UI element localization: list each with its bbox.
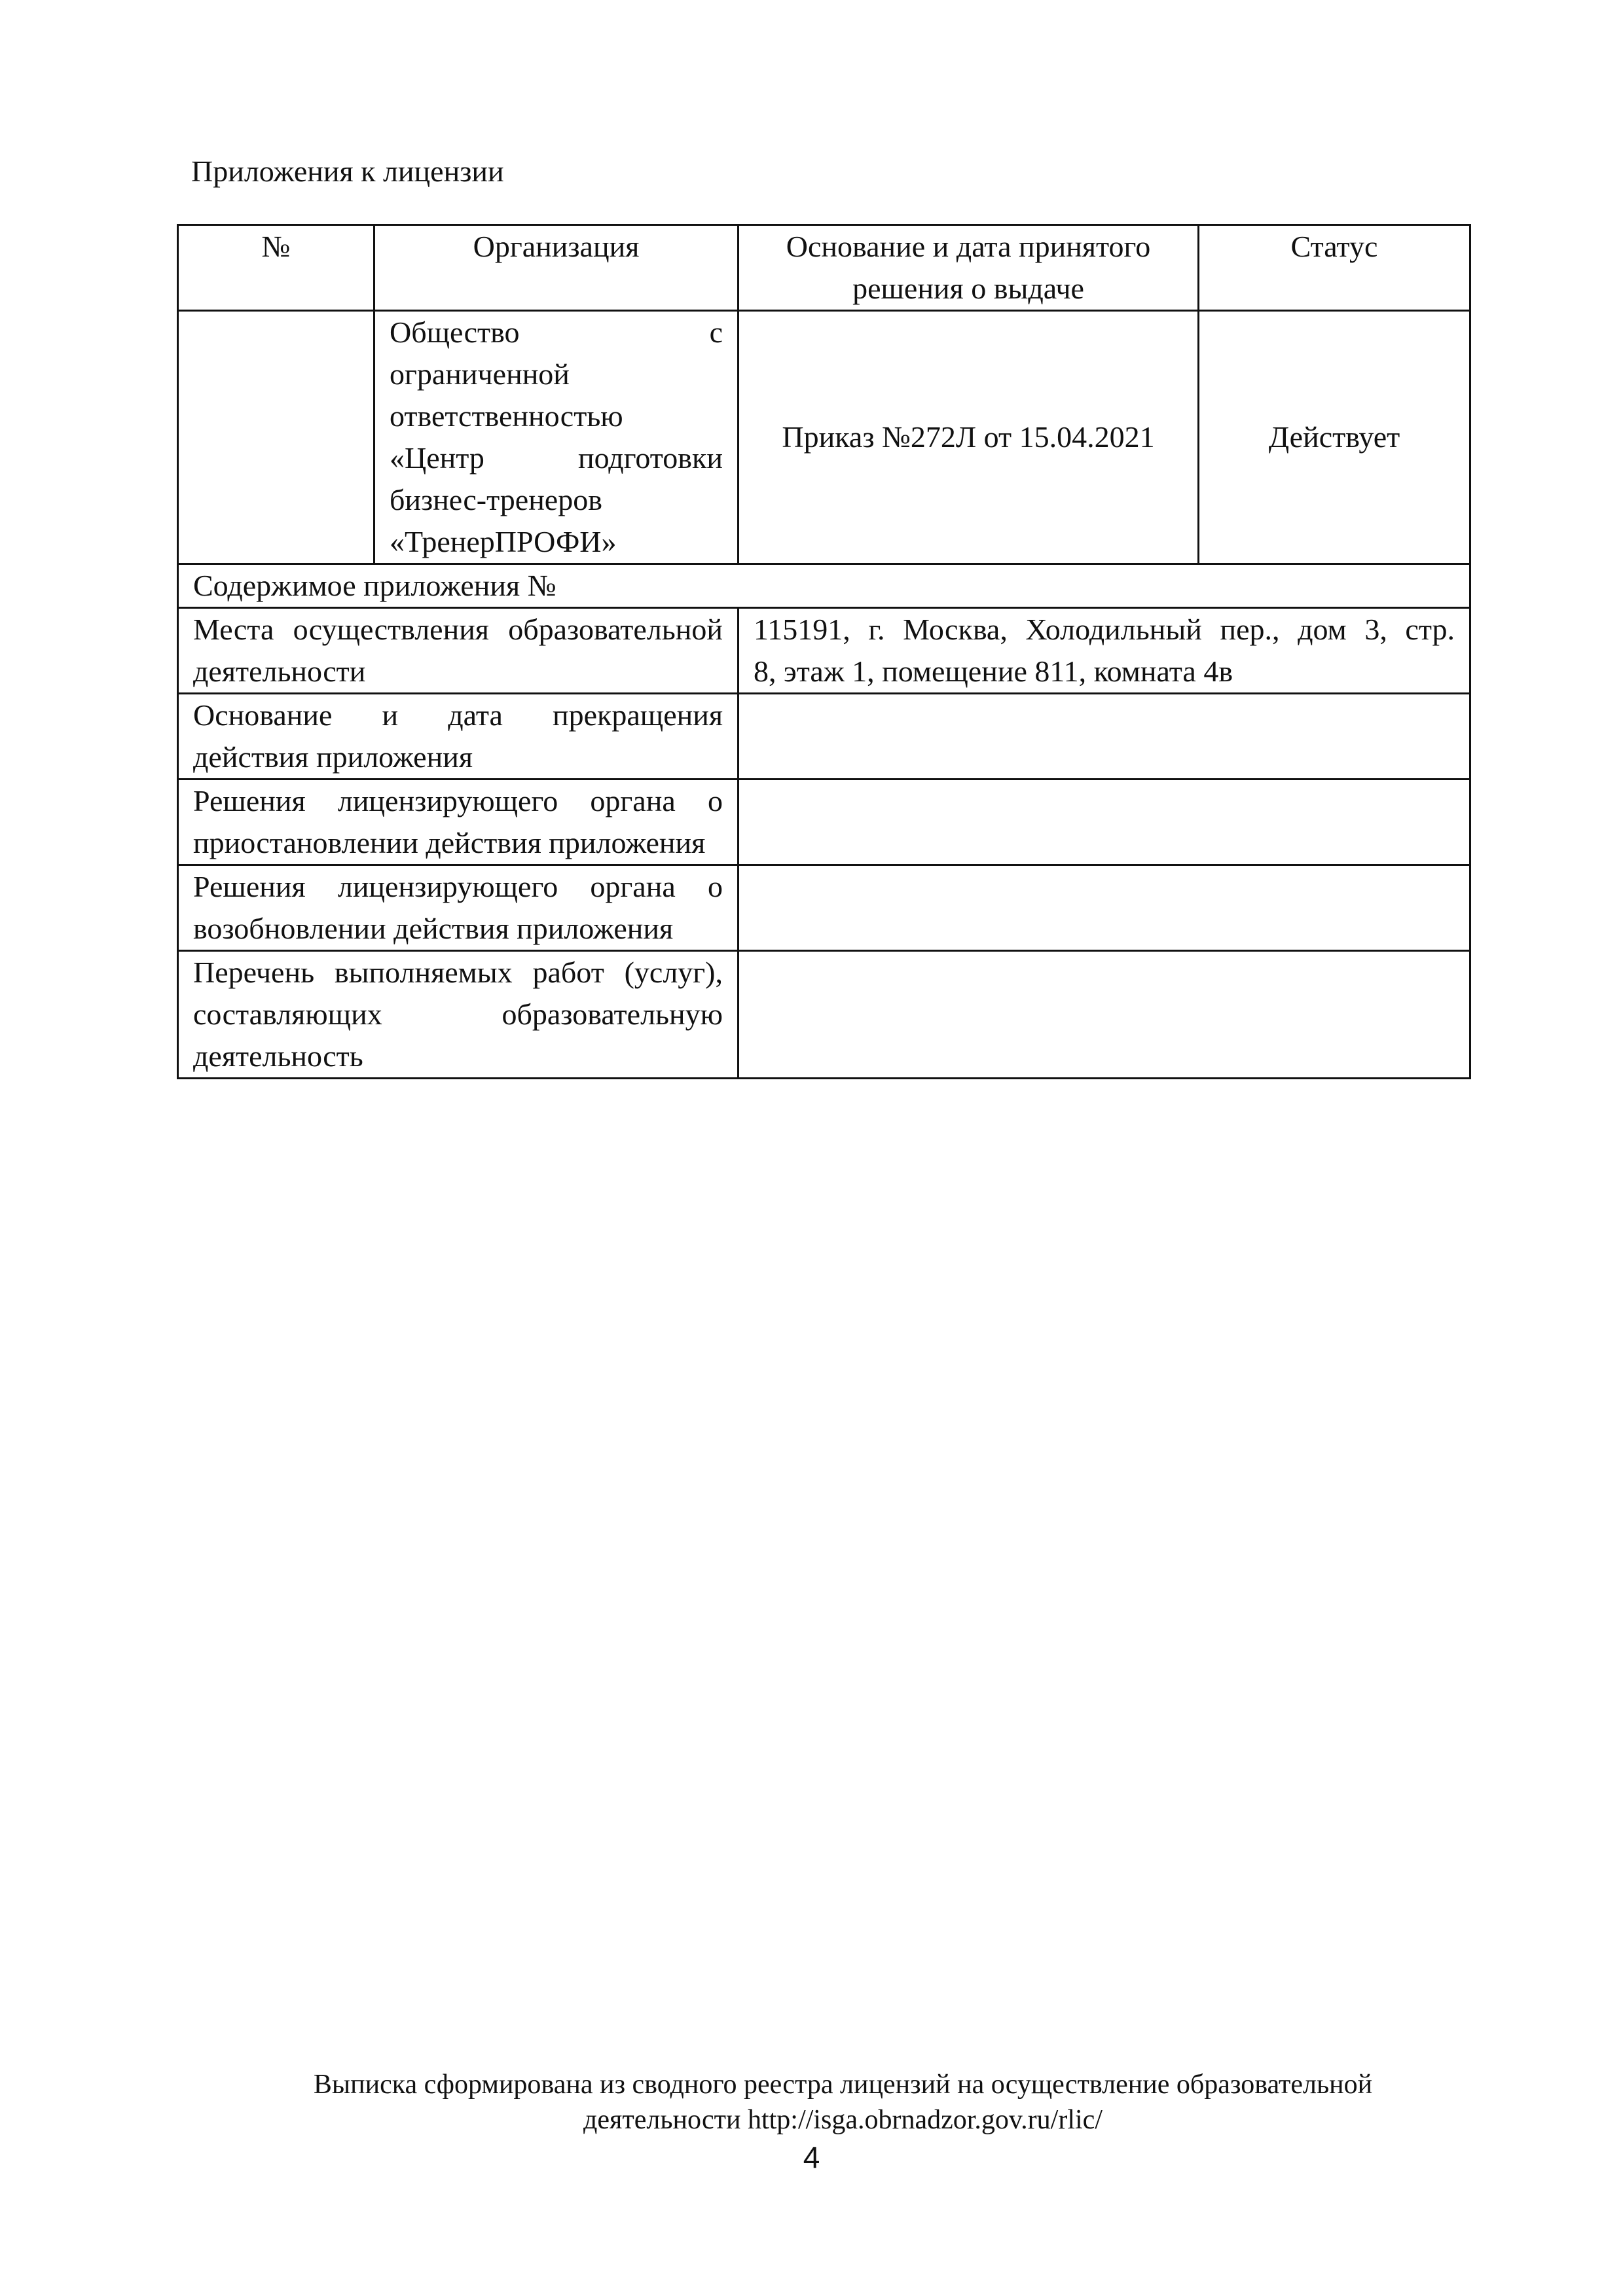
table-header-row bbox=[178, 225, 1470, 311]
detail-label-line: приостановлении действия приложения bbox=[193, 826, 706, 859]
row-organization bbox=[374, 311, 739, 564]
detail-label bbox=[178, 780, 739, 865]
detail-value-line: 8, этаж 1, помещение 811, комната 4в bbox=[754, 655, 1233, 688]
page-number: 4 bbox=[803, 2140, 820, 2174]
detail-row-termination bbox=[178, 694, 1470, 780]
row-status: Действует bbox=[1199, 311, 1470, 564]
detail-label-line: Места осуществления образовательной bbox=[193, 613, 723, 646]
header-status: Статус bbox=[1199, 225, 1470, 311]
license-appendix-table bbox=[177, 224, 1471, 1079]
header-organization: Организация bbox=[374, 225, 739, 311]
row-number bbox=[178, 311, 374, 564]
contents-label: Содержимое приложения № bbox=[178, 564, 1470, 608]
org-line: бизнес-тренеров bbox=[390, 483, 602, 516]
detail-label-line: составляющих образовательную bbox=[193, 997, 723, 1031]
detail-row-renewal bbox=[178, 865, 1470, 951]
detail-label-line: деятельности bbox=[193, 655, 366, 688]
org-line: Общество с bbox=[390, 315, 723, 349]
header-basis-line2: решения о выдаче bbox=[852, 272, 1084, 305]
detail-value bbox=[739, 951, 1470, 1079]
org-line: ответственностью bbox=[390, 399, 623, 433]
detail-value bbox=[739, 608, 1470, 694]
header-basis bbox=[739, 225, 1199, 311]
contents-row bbox=[178, 564, 1470, 608]
detail-value bbox=[739, 865, 1470, 951]
footer-line1: Выписка сформирована из сводного реестра лицензий на осуществление образовательной bbox=[313, 2070, 1373, 2100]
detail-label bbox=[178, 608, 739, 694]
detail-label-line: Решения лицензирующего органа о bbox=[193, 784, 723, 817]
table-row bbox=[178, 311, 1470, 564]
detail-value-line: 115191, г. Москва, Холодильный пер., дом 3, стр. bbox=[754, 613, 1455, 646]
detail-label-line: действия приложения bbox=[193, 740, 473, 774]
detail-label-line: Перечень выполняемых работ (услуг), bbox=[193, 956, 723, 989]
detail-row-services bbox=[178, 951, 1470, 1079]
detail-label-line: Основание и дата прекращения bbox=[193, 698, 723, 732]
org-line: «Центр подготовки bbox=[390, 441, 723, 475]
detail-label-line: деятельность bbox=[193, 1039, 363, 1073]
detail-value bbox=[739, 780, 1470, 865]
detail-label bbox=[178, 865, 739, 951]
detail-label bbox=[178, 694, 739, 780]
header-number: № bbox=[178, 225, 374, 311]
row-basis: Приказ №272Л от 15.04.2021 bbox=[739, 311, 1199, 564]
detail-row-locations bbox=[178, 608, 1470, 694]
section-title: Приложения к лицензии bbox=[191, 154, 504, 188]
detail-row-suspension bbox=[178, 780, 1470, 865]
header-basis-line1: Основание и дата принятого bbox=[786, 230, 1151, 263]
detail-value bbox=[739, 694, 1470, 780]
org-line: ограниченной bbox=[390, 357, 570, 391]
detail-label-line: Решения лицензирующего органа о bbox=[193, 870, 723, 903]
footer-line2: деятельности http://isga.obrnadzor.gov.ru/rlic/ bbox=[583, 2105, 1103, 2135]
detail-label bbox=[178, 951, 739, 1079]
footer-note bbox=[196, 2067, 1489, 2138]
org-line: «ТренерПРОФИ» bbox=[390, 525, 617, 558]
detail-label-line: возобновлении действия приложения bbox=[193, 912, 674, 945]
